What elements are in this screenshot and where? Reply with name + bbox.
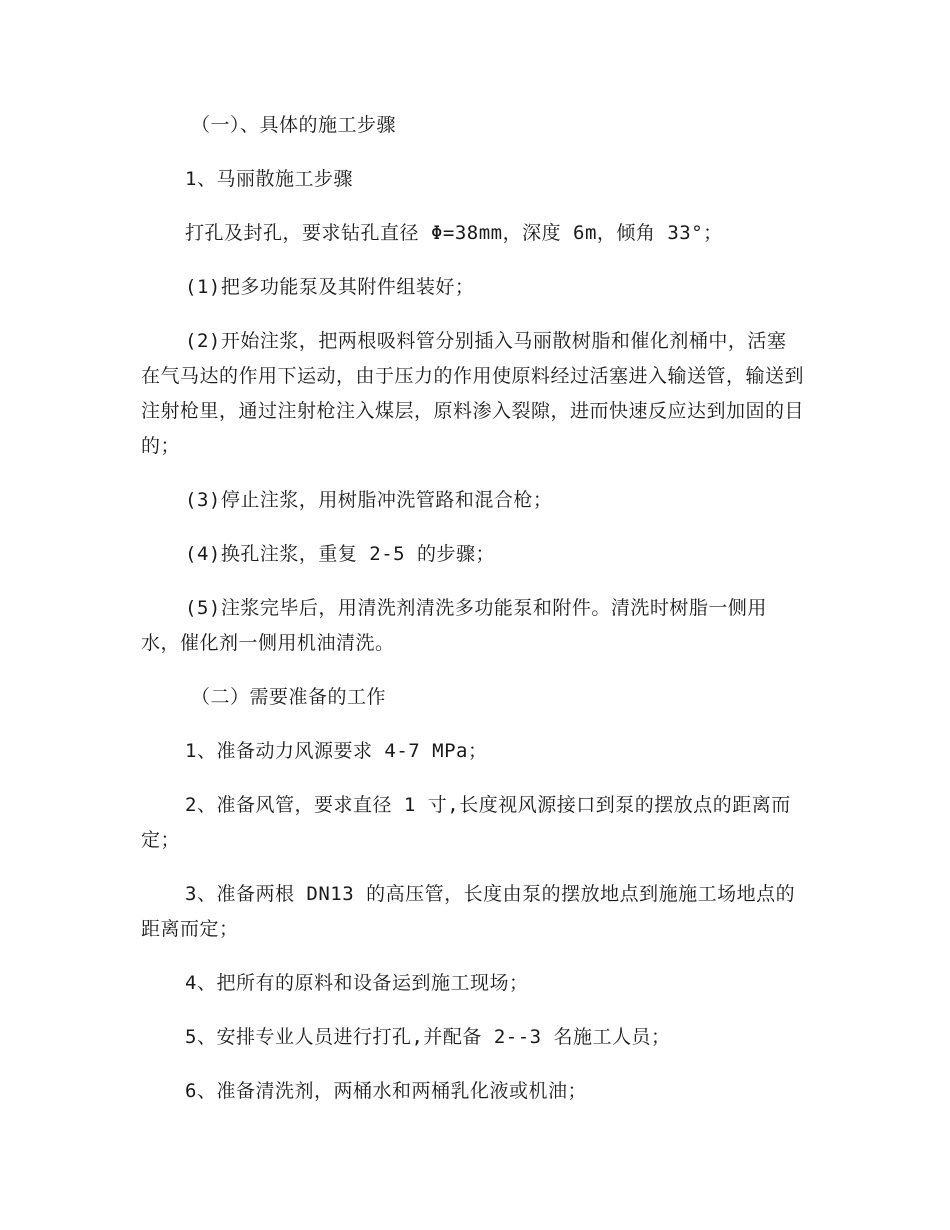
step-2: (2)开始注浆，把两根吸料管分别插入马丽散树脂和催化剂桶中，活塞在气马达的作用下运动，由于压力的作用使原料经过活塞进入输送管，输送到注射枪里，通过注射枪注入煤层，原料渗入裂隙，进而快速反应达到加固的目的；: [141, 330, 805, 457]
section-heading-1: （一）、具体的施工步骤: [191, 114, 397, 136]
prep-item-4: 4、把所有的原料和设备运到施工现场；: [185, 972, 529, 994]
document-body: [141, 108, 805, 1109]
step-1: (1)把多功能泵及其附件组装好；: [185, 276, 475, 298]
prep-item-2: 2、准备风管，要求直径 1 寸,长度视风源接口到泵的摆放点的距离而定；: [141, 794, 791, 851]
prep-item-3: 3、准备两根 DN13 的高压管，长度由泵的摆放地点到施施工场地点的距离而定；: [141, 883, 796, 940]
step-5: (5)注浆完毕后，用清洗剂清洗多功能泵和附件。清洗时树脂一侧用水，催化剂一侧用机油清洗。: [141, 597, 767, 654]
prep-item-5: 5、安排专业人员进行打孔,并配备 2--3 名施工人员；: [185, 1026, 671, 1048]
prep-item-1: 1、准备动力风源要求 4-7 MPa；: [185, 740, 488, 762]
prep-item-6: 6、准备清洗剂，两桶水和两桶乳化液或机油；: [185, 1080, 587, 1102]
subsection-heading-1: 1、马丽散施工步骤: [185, 168, 353, 190]
paragraph-drilling: 打孔及封孔，要求钻孔直径 Φ=38mm，深度 6m，倾角 33°；: [185, 222, 723, 244]
step-4: (4)换孔注浆，重复 2-5 的步骤；: [185, 543, 496, 565]
step-3: (3)停止注浆，用树脂冲洗管路和混合枪；: [185, 489, 553, 511]
section-heading-2: （二）需要准备的工作: [191, 686, 387, 708]
